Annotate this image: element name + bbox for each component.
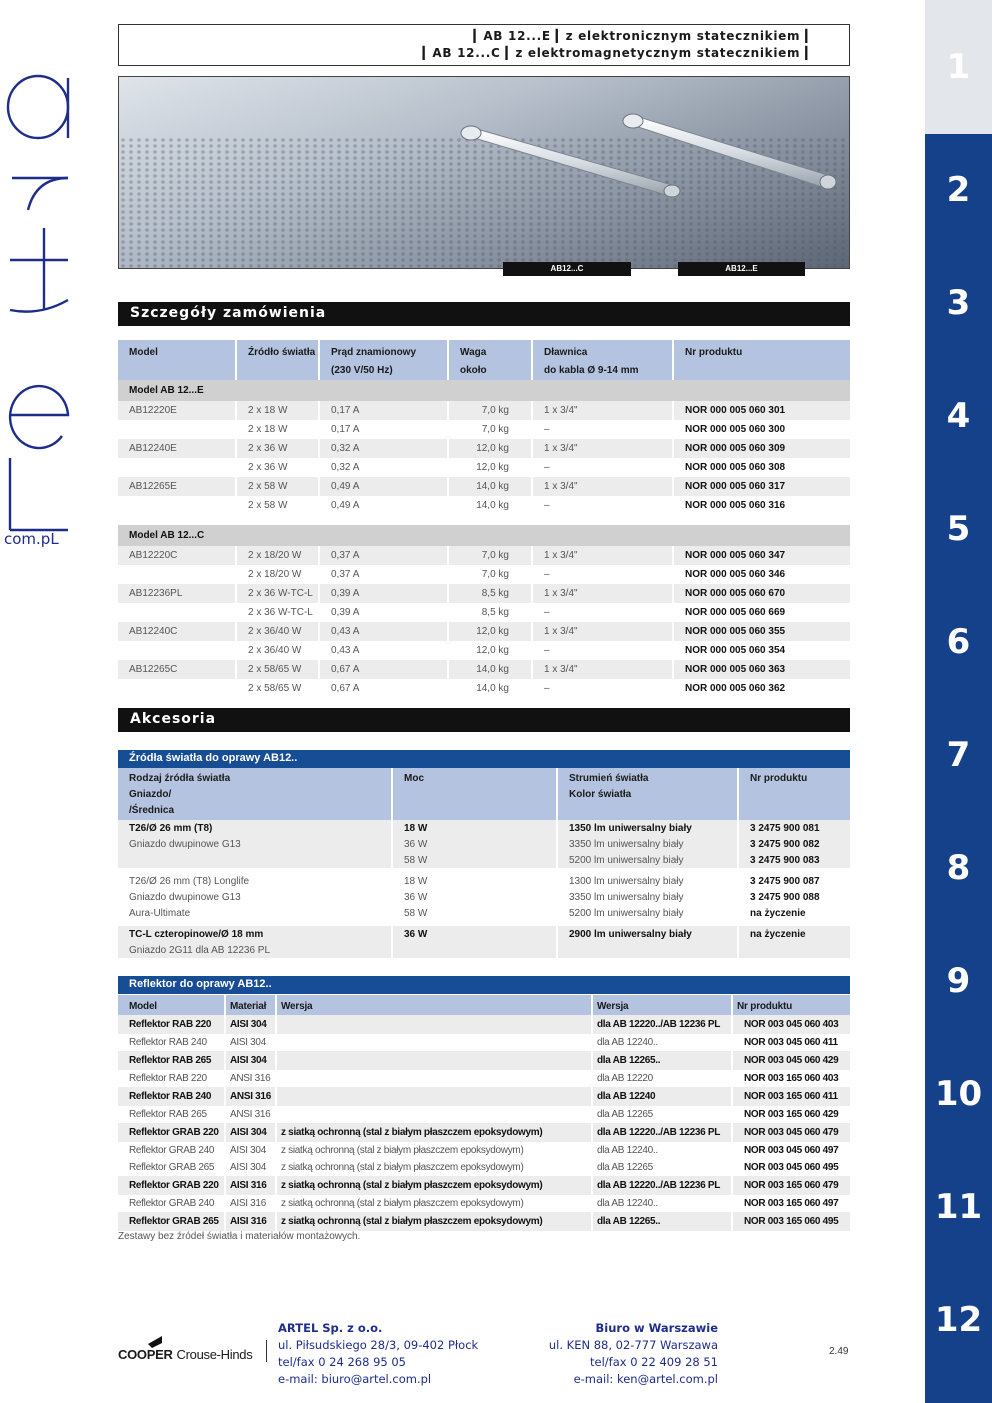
reflector-cell: ANSI 316	[225, 1070, 276, 1087]
chapter-tab-7[interactable]	[925, 698, 992, 811]
reflector-cell: Reflektor GRAB 265	[118, 1159, 225, 1176]
reflector-cell: dla AB 12265	[592, 1106, 732, 1123]
col-source: Źródło światła	[236, 340, 319, 380]
reflector-cell: AISI 316	[225, 1176, 276, 1195]
order-row	[118, 420, 850, 439]
col-product: Nr produktu	[673, 340, 850, 380]
reflector-cell: dla AB 12265..	[592, 1212, 732, 1231]
reflector-cell: z siatką ochronną (stal z białym płaszczem epoksydowym)	[276, 1195, 592, 1212]
product-photo	[118, 76, 850, 269]
order-row	[118, 477, 850, 496]
order-cell	[118, 565, 236, 584]
light-source-cell	[392, 942, 557, 958]
order-section-title: Szczegóły zamówienia	[118, 302, 850, 326]
chapter-tab-label: 10	[934, 1073, 983, 1114]
col-flux: Strumień światła Kolor światła	[557, 768, 738, 820]
light-source-cell: 36 W	[392, 889, 557, 905]
light-sources-title: Źródła światła do oprawy AB12..	[118, 750, 850, 768]
order-cell	[118, 641, 236, 660]
order-cell: 1 x 3/4"	[532, 660, 673, 679]
order-cell: 14,0 kg	[448, 477, 532, 496]
chapter-tab-8[interactable]	[925, 811, 992, 924]
reflector-cell: dla AB 12240..	[592, 1034, 732, 1051]
chapter-tab-label: 8	[946, 847, 971, 888]
reflector-cell: NOR 003 045 060 411	[744, 1037, 838, 1048]
light-source-cell: 18 W	[392, 873, 557, 889]
order-cell: 2 x 18 W	[236, 401, 319, 420]
light-source-cell: T26/Ø 26 mm (T8)	[118, 820, 392, 836]
reflector-cell: dla AB 12220../AB 12236 PL	[592, 1015, 732, 1034]
light-source-cell	[738, 942, 850, 958]
order-cell: 0,67 A	[319, 660, 448, 679]
reflector-cell: Reflektor RAB 265	[118, 1051, 225, 1070]
order-cell: NOR 000 005 060 363	[673, 660, 850, 679]
order-row	[118, 622, 850, 641]
order-row	[118, 546, 850, 565]
order-cell: AB12265C	[118, 660, 236, 679]
reflector-cell: NOR 003 045 060 497	[744, 1145, 839, 1156]
light-source-row	[118, 889, 850, 905]
chapter-tab-label: 7	[946, 734, 971, 775]
col-weight: Waga około	[448, 340, 532, 380]
order-cell: 0,17 A	[319, 420, 448, 439]
order-cell: 1 x 3/4"	[532, 401, 673, 420]
order-cell: 12,0 kg	[448, 622, 532, 641]
order-cell: 0,37 A	[319, 546, 448, 565]
order-cell: 8,5 kg	[448, 584, 532, 603]
light-source-row	[118, 905, 850, 921]
reflector-cell: NOR 003 045 060 495	[744, 1162, 839, 1173]
light-source-cell: 3 2475 900 088	[750, 891, 820, 903]
chapter-tab-5[interactable]	[925, 472, 992, 585]
order-cell: NOR 000 005 060 670	[673, 584, 850, 603]
chapter-tab-10[interactable]	[925, 1037, 992, 1150]
order-cell: 2 x 36/40 W	[236, 641, 319, 660]
reflector-cell	[276, 1034, 592, 1051]
order-cell: NOR 000 005 060 355	[673, 622, 850, 641]
reflector-cell: z siatką ochronną (stal z białym płaszczem epoksydowym)	[276, 1159, 592, 1176]
order-cell: AB12265E	[118, 477, 236, 496]
light-source-cell: 58 W	[392, 905, 557, 921]
order-cell: 0,17 A	[319, 401, 448, 420]
order-cell: 2 x 18/20 W	[236, 546, 319, 565]
reflector-cell: dla AB 12240..	[592, 1195, 732, 1212]
reflector-cell: z siatką ochronną (stal z białym płaszczem epoksydowym)	[276, 1142, 592, 1159]
order-cell: NOR 000 005 060 301	[673, 401, 850, 420]
order-cell: –	[532, 565, 673, 584]
reflector-cell: NOR 003 045 060 429	[732, 1051, 850, 1070]
order-cell: 7,0 kg	[448, 401, 532, 420]
light-source-cell: 36 W	[392, 836, 557, 852]
order-cell: 2 x 36 W-TC-L	[236, 603, 319, 622]
order-cell	[118, 458, 236, 477]
light-source-cell: 2900 lm uniwersalny biały	[557, 926, 738, 942]
light-source-cell: 36 W	[392, 926, 557, 942]
order-group-row	[118, 380, 850, 401]
order-cell: 2 x 58/65 W	[236, 679, 319, 698]
light-source-row	[118, 873, 850, 889]
order-cell: 2 x 58 W	[236, 477, 319, 496]
col-ref-model: Model	[118, 995, 225, 1015]
col-gland: Dławnica do kabla Ø 9-14 mm	[532, 340, 673, 380]
reflector-row	[118, 1034, 850, 1051]
reflector-cell: AISI 304	[225, 1015, 276, 1034]
order-cell	[118, 420, 236, 439]
chapter-tab-label: 4	[946, 395, 971, 436]
reflector-row	[118, 1195, 850, 1212]
order-cell: 2 x 58/65 W	[236, 660, 319, 679]
reflector-cell: Reflektor GRAB 240	[118, 1142, 225, 1159]
order-cell: 0,49 A	[319, 477, 448, 496]
reflector-cell: Reflektor RAB 220	[118, 1070, 225, 1087]
reflector-row	[118, 1070, 850, 1087]
artel-logo	[0, 60, 80, 550]
chapter-tab-label: 5	[946, 508, 971, 549]
chapter-tab-2[interactable]	[925, 133, 992, 246]
warsaw-office-address: Biuro w Warszawie ul. KEN 88, 02-777 Warszawa tel/fax 0 22 409 28 51 e-mail: ken@artel.com.pl	[548, 1321, 718, 1386]
chapter-tab-label: 2	[946, 169, 971, 210]
light-source-cell: TC-L czteropinowe/Ø 18 mm	[118, 926, 392, 942]
chapter-tab-label: 11	[934, 1186, 983, 1227]
light-source-row	[118, 942, 850, 958]
order-cell	[118, 496, 236, 515]
order-row	[118, 679, 850, 698]
order-cell: 2 x 36 W	[236, 439, 319, 458]
order-row	[118, 439, 850, 458]
reflector-cell: NOR 003 165 060 497	[744, 1198, 839, 1209]
order-cell: 0,39 A	[319, 603, 448, 622]
order-cell: NOR 000 005 060 309	[673, 439, 850, 458]
reflector-cell: Reflektor RAB 220	[118, 1015, 225, 1034]
photo-label-ab12c: AB12...C	[503, 262, 631, 276]
order-cell: 14,0 kg	[448, 679, 532, 698]
order-cell: AB12220E	[118, 401, 236, 420]
light-source-cell: na życzenie	[750, 907, 806, 919]
order-cell: –	[532, 641, 673, 660]
reflector-row	[118, 1123, 850, 1142]
reflector-cell: AISI 304	[225, 1123, 276, 1142]
header-line-c: ▎AB 12...C ▎z elektromagnetycznym statecznikiem ▎	[422, 46, 815, 60]
reflector-cell: NOR 003 165 060 411	[732, 1087, 850, 1106]
col-ref-product: Nr produktu	[732, 995, 850, 1015]
light-source-cell	[557, 942, 738, 958]
order-group-label: Model AB 12...C	[118, 525, 850, 546]
reflector-cell: AISI 316	[225, 1212, 276, 1231]
reflector-row	[118, 1087, 850, 1106]
email-link[interactable]: e-mail: biuro@artel.com.pl	[278, 1372, 432, 1386]
chapter-tab-label: 9	[946, 960, 971, 1001]
order-row	[118, 458, 850, 477]
header-line-e: ▎AB 12...E ▎z elektronicznym statecznikiem ▎	[473, 29, 815, 43]
spacer-row	[118, 515, 850, 525]
reflector-cell: z siatką ochronną (stal z białym płaszczem epoksydowym)	[276, 1123, 592, 1142]
reflector-cell: AISI 316	[225, 1195, 276, 1212]
reflector-cell: Reflektor GRAB 220	[118, 1123, 225, 1142]
order-cell: 12,0 kg	[448, 439, 532, 458]
reflector-cell	[276, 1087, 592, 1106]
order-cell: AB12236PL	[118, 584, 236, 603]
order-table-header	[118, 340, 850, 380]
chapter-tab-4[interactable]	[925, 359, 992, 472]
reflector-header	[118, 995, 850, 1015]
reflector-title: Reflektor do oprawy AB12..	[118, 976, 850, 994]
light-source-cell: 3 2475 900 082	[738, 836, 850, 852]
light-sources-table	[118, 768, 850, 958]
order-cell: 8,5 kg	[448, 603, 532, 622]
reflector-cell: Reflektor RAB 265	[118, 1106, 225, 1123]
reflector-cell: z siatką ochronną (stal z białym płaszczem epoksydowym)	[276, 1176, 592, 1195]
light-source-row	[118, 836, 850, 852]
order-row	[118, 496, 850, 515]
light-source-cell: na życzenie	[738, 926, 850, 942]
reflector-row	[118, 1212, 850, 1231]
reflector-row	[118, 1106, 850, 1123]
light-source-cell: Gniazdo dwupinowe G13	[118, 889, 392, 905]
logo-website: com.pL	[4, 530, 59, 548]
reflector-row	[118, 1159, 850, 1176]
order-cell: 7,0 kg	[448, 546, 532, 565]
order-cell: 0,32 A	[319, 458, 448, 477]
order-cell: –	[532, 679, 673, 698]
order-cell: AB12240C	[118, 622, 236, 641]
reflector-cell: AISI 304	[225, 1034, 276, 1051]
light-source-cell	[118, 852, 392, 868]
reflector-row	[118, 1015, 850, 1034]
footer-divider	[266, 1340, 267, 1362]
col-ref-material: Materiał	[225, 995, 276, 1015]
reflector-cell: Reflektor RAB 240	[118, 1087, 225, 1106]
order-cell: AB12220C	[118, 546, 236, 565]
order-cell: 1 x 3/4"	[532, 546, 673, 565]
reflector-cell	[276, 1070, 592, 1087]
order-cell: –	[532, 458, 673, 477]
order-row	[118, 660, 850, 679]
reflector-cell: dla AB 12240..	[592, 1142, 732, 1159]
order-cell: NOR 000 005 060 317	[673, 477, 850, 496]
order-cell: 2 x 36 W	[236, 458, 319, 477]
reflector-cell: dla AB 12240	[592, 1087, 732, 1106]
light-source-cell: Gniazdo dwupinowe G13	[118, 836, 392, 852]
order-cell: –	[532, 603, 673, 622]
light-sources-header	[118, 768, 850, 820]
order-cell: 0,39 A	[319, 584, 448, 603]
light-source-cell: 3 2475 900 081	[738, 820, 850, 836]
order-cell: 0,37 A	[319, 565, 448, 584]
order-cell: 14,0 kg	[448, 496, 532, 515]
light-source-cell: 5200 lm uniwersalny biały	[557, 852, 738, 868]
order-cell: 2 x 36/40 W	[236, 622, 319, 641]
order-cell: 7,0 kg	[448, 565, 532, 584]
reflector-cell: dla AB 12265	[592, 1159, 732, 1176]
reflector-cell: Reflektor RAB 240	[118, 1034, 225, 1051]
order-cell: 1 x 3/4"	[532, 584, 673, 603]
order-cell: 7,0 kg	[448, 420, 532, 439]
reflector-cell: dla AB 12265..	[592, 1051, 732, 1070]
order-cell: 0,49 A	[319, 496, 448, 515]
light-source-cell: 58 W	[392, 852, 557, 868]
order-cell: 1 x 3/4"	[532, 477, 673, 496]
reflector-cell: NOR 003 165 060 495	[732, 1212, 850, 1231]
chapter-tab-3[interactable]	[925, 246, 992, 359]
light-source-row	[118, 820, 850, 836]
reflector-cell: AISI 304	[225, 1051, 276, 1070]
order-cell: –	[532, 420, 673, 439]
reflector-cell: AISI 304	[225, 1159, 276, 1176]
light-source-cell: 3 2475 900 087	[750, 875, 820, 887]
order-row	[118, 565, 850, 584]
reflector-cell: ANSI 316	[225, 1106, 276, 1123]
reflector-cell: NOR 003 165 060 479	[732, 1176, 850, 1195]
chapter-tab-label: 3	[946, 282, 971, 323]
order-cell: 0,43 A	[319, 641, 448, 660]
accessories-section-title: Akcesoria	[118, 708, 850, 732]
order-cell: NOR 000 005 060 354	[685, 645, 786, 656]
reflector-cell: AISI 304	[225, 1142, 276, 1159]
order-cell: 0,43 A	[319, 622, 448, 641]
order-cell: NOR 000 005 060 346	[685, 569, 786, 580]
reflector-cell: Reflektor GRAB 220	[118, 1176, 225, 1195]
reflector-cell: dla AB 12220	[592, 1070, 732, 1087]
reflector-row	[118, 1176, 850, 1195]
chapter-tab-12[interactable]	[925, 1263, 992, 1376]
reflector-cell: Reflektor GRAB 265	[118, 1212, 225, 1231]
reflector-cell: dla AB 12220../AB 12236 PL	[592, 1176, 732, 1195]
footnote: Zestawy bez źródeł światła i materiałów montażowych.	[118, 1231, 361, 1242]
order-cell: 1 x 3/4"	[532, 622, 673, 641]
chapter-tab-label: 1	[946, 47, 971, 87]
page-number: 2.49	[829, 1346, 849, 1357]
reflector-row	[118, 1051, 850, 1070]
light-source-cell: 18 W	[392, 820, 557, 836]
order-cell: 2 x 18 W	[236, 420, 319, 439]
order-row	[118, 584, 850, 603]
order-cell: 1 x 3/4"	[532, 439, 673, 458]
order-row	[118, 401, 850, 420]
order-cell: 2 x 18/20 W	[236, 565, 319, 584]
reflector-cell	[276, 1015, 592, 1034]
order-row	[118, 641, 850, 660]
order-cell: 12,0 kg	[448, 458, 532, 477]
order-group-label: Model AB 12...E	[118, 380, 850, 401]
light-source-cell: 1350 lm uniwersalny biały	[557, 820, 738, 836]
col-ref-version: Wersja	[276, 995, 592, 1015]
light-source-cell: T26/Ø 26 mm (T8) Longlife	[118, 873, 392, 889]
reflector-cell: dla AB 12220../AB 12236 PL	[592, 1123, 732, 1142]
reflector-cell: ANSI 316	[225, 1087, 276, 1106]
reflector-cell	[276, 1106, 592, 1123]
order-cell: –	[532, 496, 673, 515]
chapter-tab-11[interactable]	[925, 1150, 992, 1263]
reflector-row	[118, 1142, 850, 1159]
order-cell: 14,0 kg	[448, 660, 532, 679]
col-power: Moc	[392, 768, 557, 820]
light-source-cell: 1300 lm uniwersalny biały	[557, 873, 738, 889]
col-source-type: Rodzaj źródła światła Gniazdo/ /Średnica	[118, 768, 392, 820]
order-cell: 0,67 A	[319, 679, 448, 698]
chapter-tab-9[interactable]	[925, 924, 992, 1037]
reflector-cell	[276, 1051, 592, 1070]
reflector-cell: z siatką ochronną (stal z białym płaszczem epoksydowym)	[276, 1212, 592, 1231]
photo-label-ab12e: AB12...E	[678, 262, 805, 276]
light-source-row	[118, 926, 850, 942]
reflector-cell: Reflektor GRAB 240	[118, 1195, 225, 1212]
chapter-tab-label: 12	[934, 1299, 983, 1340]
chapter-tab-label: 6	[946, 621, 971, 662]
order-cell	[118, 603, 236, 622]
reflector-table	[118, 995, 850, 1231]
reflector-cell: NOR 003 165 060 403	[744, 1073, 839, 1084]
light-source-row	[118, 852, 850, 868]
order-cell: NOR 000 005 060 362	[685, 683, 786, 694]
chapter-tab-1[interactable]	[925, 0, 992, 134]
light-source-cell: 3 2475 900 083	[738, 852, 850, 868]
col-current: Prąd znamionowy (230 V/50 Hz)	[319, 340, 448, 380]
col-ref-version2: Wersja	[592, 995, 732, 1015]
reflector-cell: NOR 003 045 060 403	[732, 1015, 850, 1034]
order-table	[118, 340, 850, 698]
order-cell: NOR 000 005 060 300	[685, 424, 786, 435]
light-source-cell: Aura-Ultimate	[118, 905, 392, 921]
order-cell: NOR 000 005 060 308	[685, 462, 786, 473]
order-cell: NOR 000 005 060 347	[673, 546, 850, 565]
light-source-cell: 3350 lm uniwersalny biały	[557, 836, 738, 852]
reflector-cell: NOR 003 165 060 429	[744, 1109, 839, 1120]
email-link-warsaw[interactable]: e-mail: ken@artel.com.pl	[573, 1372, 718, 1386]
cooper-logo: COOPER Crouse-Hinds	[118, 1347, 253, 1362]
order-cell: NOR 000 005 060 316	[685, 500, 786, 511]
artel-address: ARTEL Sp. z o.o. ul. Piłsudskiego 28/3, 09-402 Płock tel/fax 0 24 268 95 05 e-mail: biuro@artel.com.pl	[278, 1321, 479, 1386]
light-source-cell: 5200 lm uniwersalny biały	[557, 905, 738, 921]
order-cell: 0,32 A	[319, 439, 448, 458]
order-cell: 2 x 58 W	[236, 496, 319, 515]
order-group-row	[118, 525, 850, 546]
order-cell: 12,0 kg	[448, 641, 532, 660]
col-source-product: Nr produktu	[738, 768, 850, 820]
chapter-tabs	[925, 0, 992, 1403]
order-cell: 2 x 36 W-TC-L	[236, 584, 319, 603]
chapter-tab-6[interactable]	[925, 585, 992, 698]
light-source-cell: Gniazdo 2G11 dla AB 12236 PL	[118, 942, 392, 958]
col-model: Model	[118, 340, 236, 380]
product-header	[118, 24, 850, 66]
reflector-cell: NOR 003 045 060 479	[732, 1123, 850, 1142]
order-cell: NOR 000 005 060 669	[685, 607, 786, 618]
light-source-cell: 3350 lm uniwersalny biały	[557, 889, 738, 905]
order-row	[118, 603, 850, 622]
order-cell: AB12240E	[118, 439, 236, 458]
order-cell	[118, 679, 236, 698]
